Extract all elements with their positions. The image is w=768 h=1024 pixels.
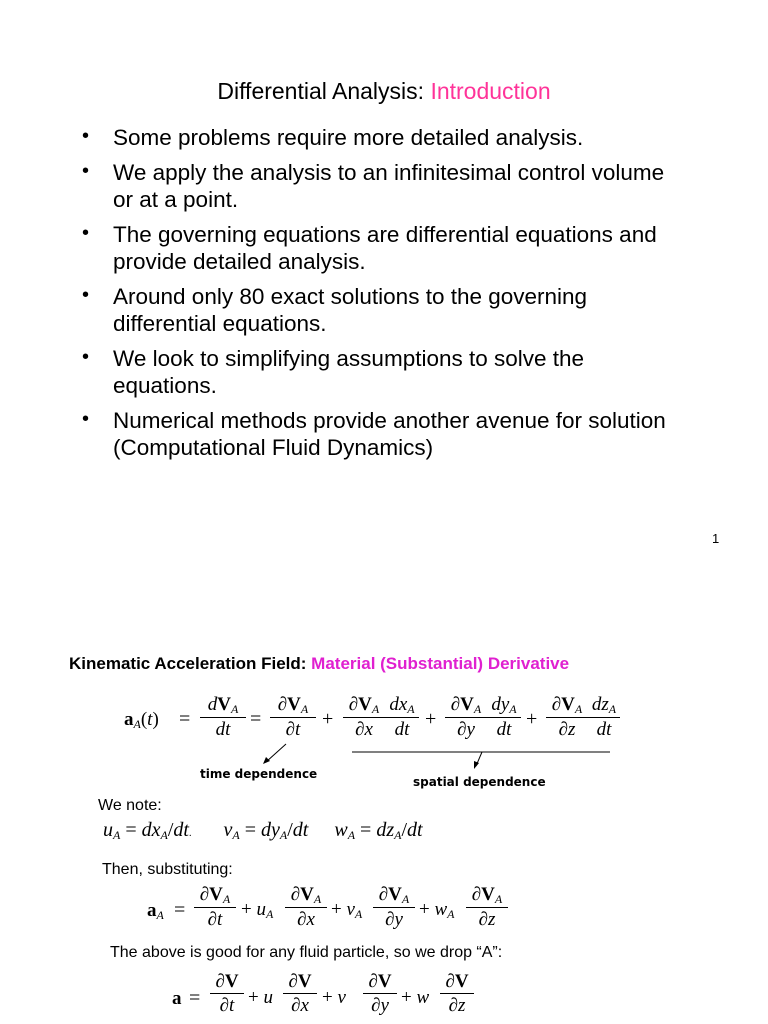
eq1-frac-pV-py: $\partial V_A$ ∂y (445, 694, 487, 741)
bullet-dot: • (82, 284, 90, 306)
slide2-title (69, 654, 569, 674)
bullet-item (82, 407, 682, 461)
slide2-title-highlight: Material (Substantial) Derivative (311, 654, 570, 673)
bullet-text: We apply the analysis to an infinitesimal control volume or at a point. (113, 160, 665, 212)
bullet-item (82, 345, 682, 399)
bullet-item (82, 221, 682, 275)
annotation-arrows (0, 740, 768, 780)
eq1-frac-dx-dt: $dx_A$ dt (385, 694, 419, 741)
bullet-text: The governing equations are differential equations and provide detailed analysis. (113, 222, 657, 274)
slide1-title-highlight: Introduction (430, 78, 551, 104)
bullet-item (82, 283, 682, 337)
bullet-item (82, 159, 682, 213)
bullet-list (82, 124, 682, 469)
equation-velocity-components: $u_A = dx_A/dt$. $v_A = dy_A/dt$ $w_A = dz_A/dt$ (103, 819, 423, 842)
we-note-text: We note: (98, 797, 162, 814)
slide1-title (0, 78, 768, 105)
bullet-text: Numerical methods provide another avenue for solution (Computational Fluid Dynamics) (113, 408, 666, 460)
bullet-text: Around only 80 exact solutions to the governing differential equations. (113, 284, 588, 336)
eq1-frac-pV-px: $\partial V_A$ ∂x (343, 694, 385, 741)
bullet-text: Some problems require more detailed analysis. (113, 125, 584, 150)
bullet-item (82, 124, 682, 151)
bullet-dot: • (82, 346, 90, 368)
bullet-dot: • (82, 125, 90, 147)
page-number: 1 (712, 531, 720, 546)
label-spatial-dependence: spatial dependence (413, 775, 546, 789)
eq1-frac-dz-dt: $dz_A$ dt (588, 694, 620, 741)
slide2-title-main: Kinematic Acceleration Field: (69, 654, 307, 673)
slide1-title-main: Differential Analysis: (217, 78, 425, 104)
spatial-arrow-head (474, 761, 479, 769)
bullet-text: We look to simplifying assumptions to solve the equations. (113, 346, 585, 398)
eq1-frac-pV-pz: $\partial V_A$ ∂z (546, 694, 588, 741)
label-time-dependence: time dependence (200, 767, 318, 781)
bullet-dot: • (82, 222, 90, 244)
eq1-lhs: $a_A(t)$ (124, 709, 159, 731)
time-arrow-head (263, 757, 270, 764)
eq1-frac-dV-dt: $dV_A$ dt (200, 694, 246, 741)
then-substituting-text: Then, substituting: (102, 861, 233, 878)
eq1-frac-dy-dt: $dy_A$ dt (487, 694, 521, 741)
bullet-dot: • (82, 160, 90, 182)
eq1-frac-pV-pt: $\partial V_A$ ∂t (270, 694, 316, 741)
time-arrow-line (266, 744, 286, 762)
bullet-dot: • (82, 408, 90, 430)
drop-a-note: The above is good for any fluid particle, so we drop “A”: (110, 944, 503, 961)
